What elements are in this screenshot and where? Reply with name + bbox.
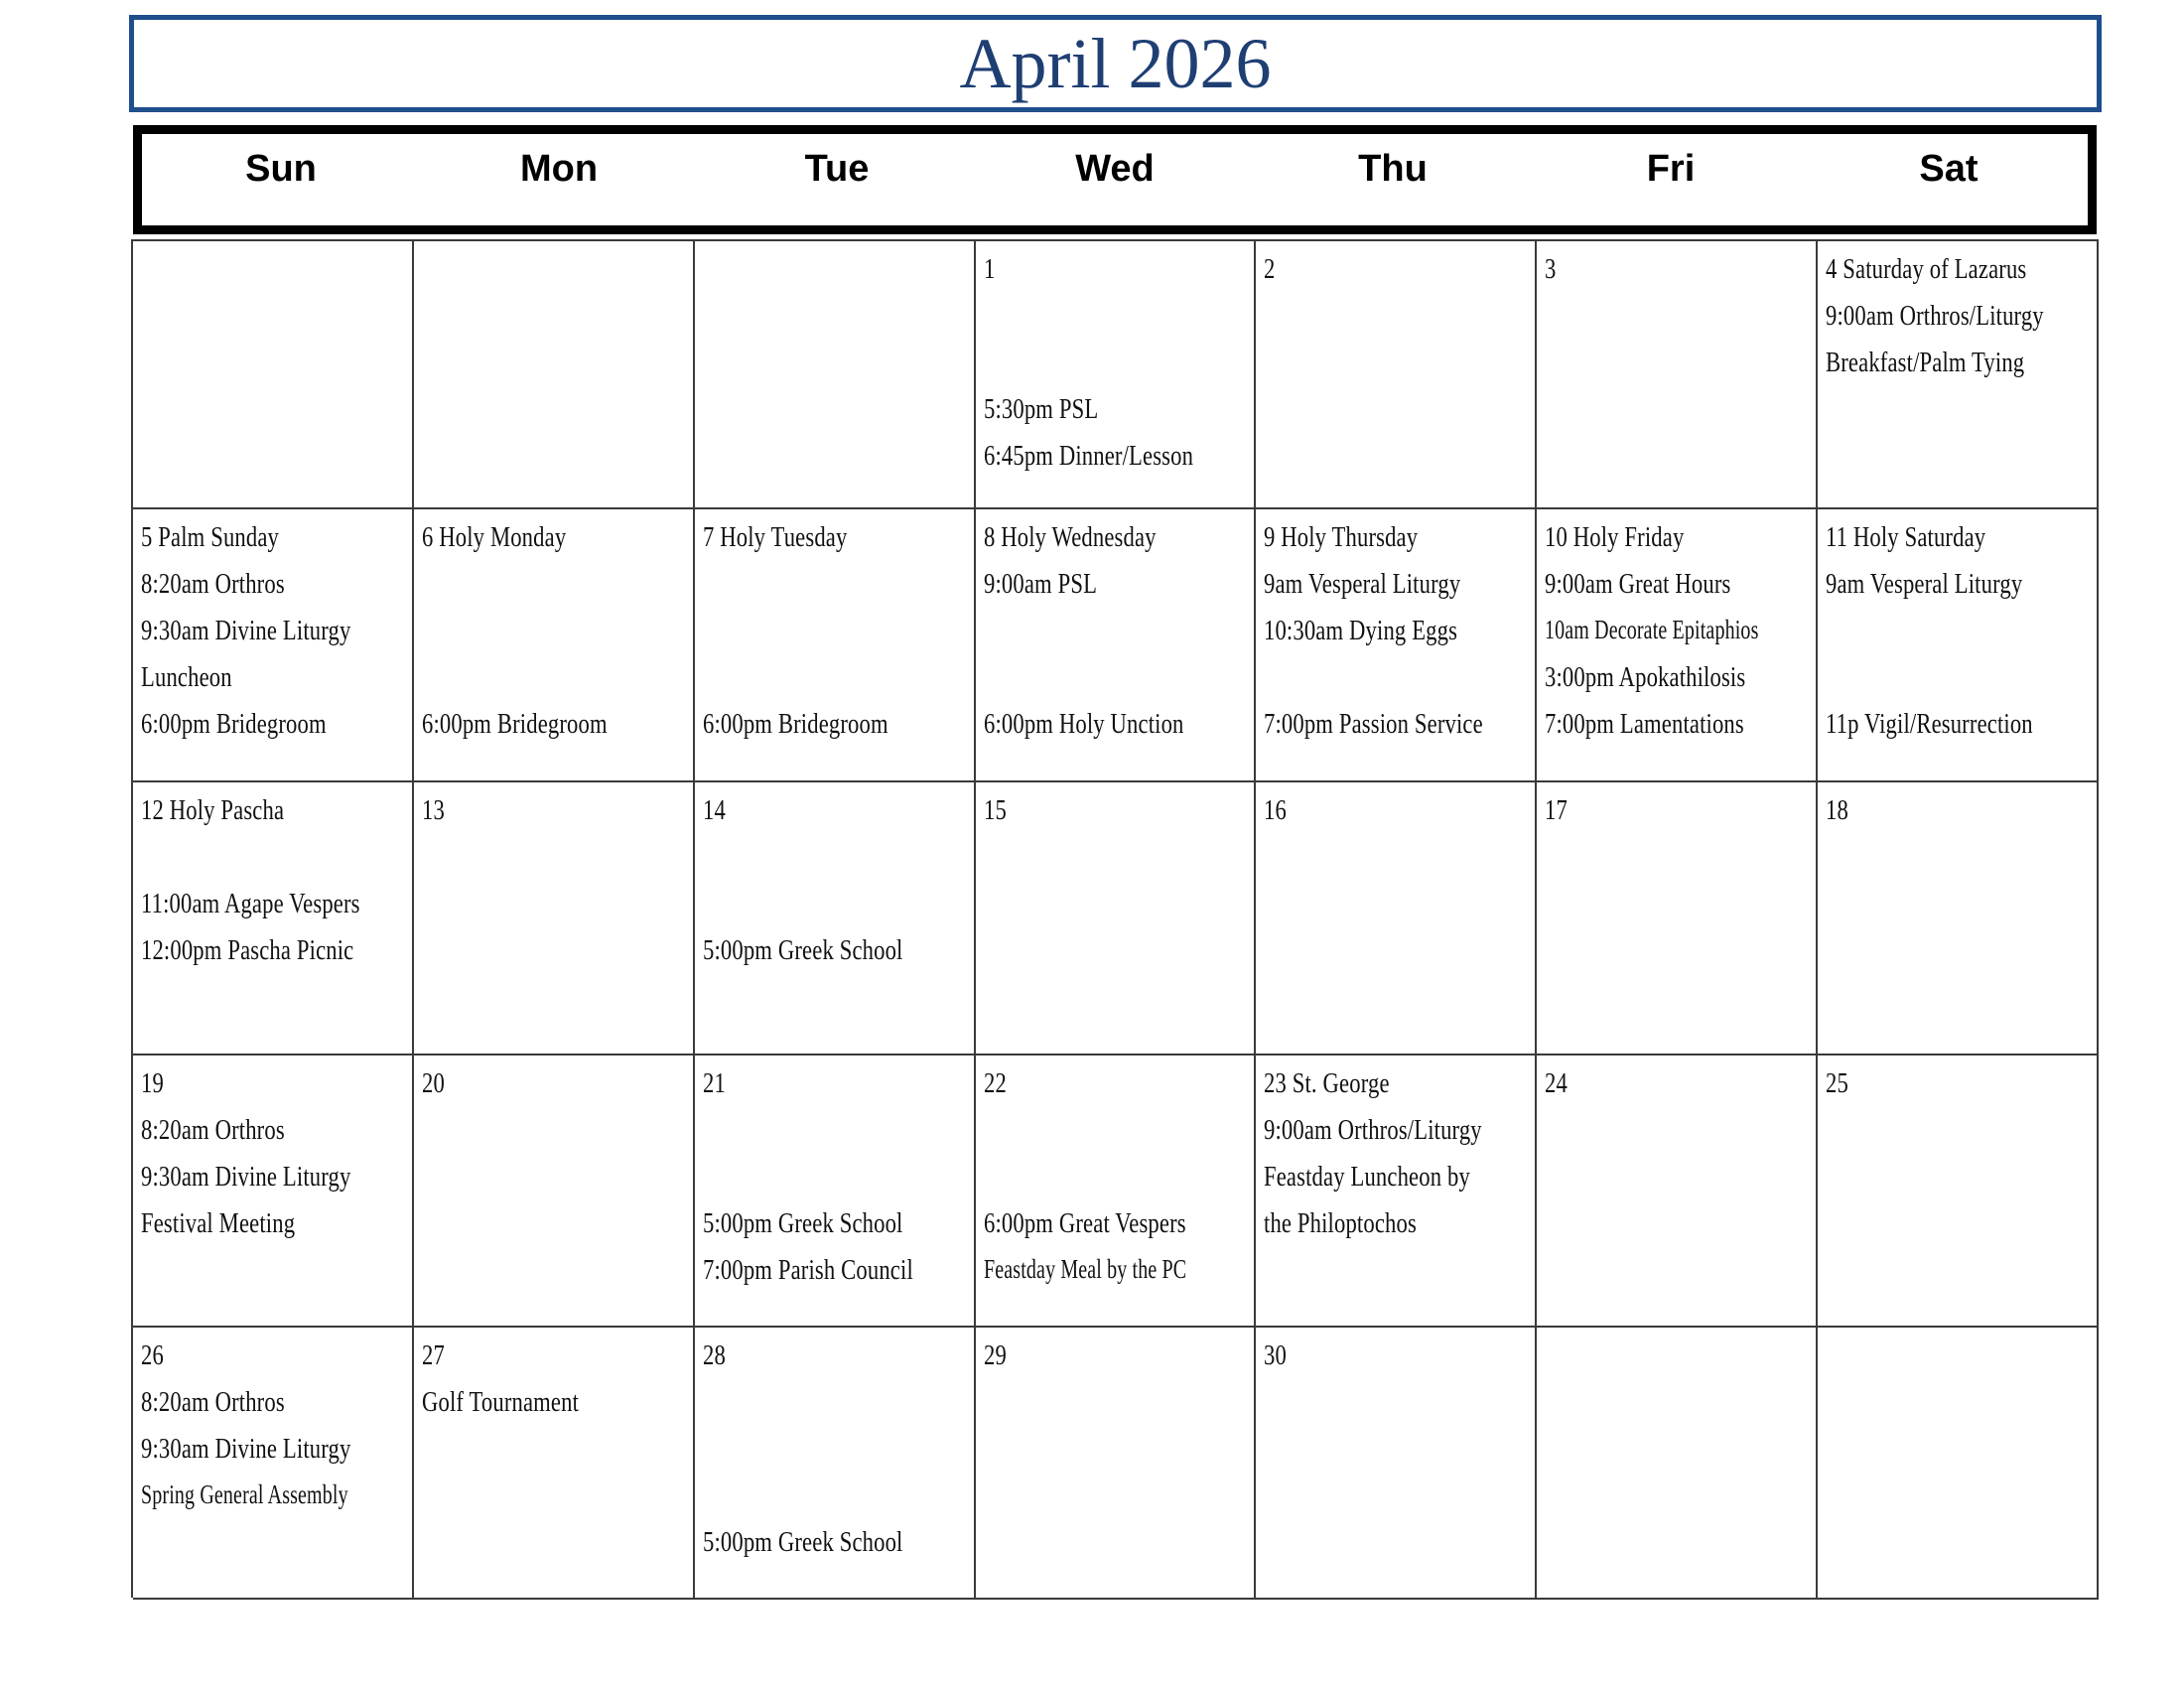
event-text: 9am Vesperal Liturgy [1826,568,2023,600]
day-label: 19 [141,1067,164,1099]
day-cell[interactable] [133,509,414,782]
day-cell[interactable] [1818,241,2099,509]
event-text: 7:00pm Lamentations [1545,708,1745,740]
day-label: 12 Holy Pascha [141,794,285,826]
day-cell[interactable] [1256,1328,1537,1600]
day-label: 6 Holy Monday [421,521,567,553]
event-text: 9:30am Divine Liturgy [141,1161,351,1193]
day-cell[interactable] [695,1328,976,1600]
event-text: 9:00am Great Hours [1545,568,1731,600]
event-text: 5:00pm Greek School [702,1207,903,1239]
day-label: 18 [1826,794,1849,826]
day-label: 20 [421,1067,445,1099]
day-cell[interactable] [414,509,695,782]
day-label: 15 [983,794,1007,826]
day-label: 11 Holy Saturday [1826,521,1986,553]
day-label: 1 [983,253,996,285]
event-text: 3:00pm Apokathilosis [1545,661,1746,693]
event-text: Festival Meeting [141,1207,296,1239]
event-text: Feastday Meal by the PC [983,1254,1186,1284]
event-text: 8:20am Orthros [141,1114,285,1146]
day-cell[interactable] [1537,509,1818,782]
day-label: 27 [421,1339,445,1371]
weekday-fri: Fri [1646,148,1696,190]
day-label: 21 [702,1067,726,1099]
event-text: 5:00pm Greek School [702,1526,903,1558]
day-cell[interactable] [1256,241,1537,509]
day-label: 17 [1545,794,1569,826]
event-text: 9am Vesperal Liturgy [1264,568,1461,600]
weekday-tue: Tue [804,148,870,190]
day-label: 4 Saturday of Lazarus [1826,253,2027,285]
day-label: 30 [1264,1339,1288,1371]
day-cell[interactable] [976,509,1257,782]
day-cell[interactable] [1256,782,1537,1055]
day-cell[interactable] [1818,1055,2099,1328]
event-text: Spring General Assembly [141,1479,348,1509]
day-label: 24 [1545,1067,1569,1099]
day-label: 16 [1264,794,1288,826]
day-cell[interactable] [414,1055,695,1328]
calendar-title-box [129,15,2102,112]
event-text: 11p Vigil/Resurrection [1826,708,2033,740]
day-label: 9 Holy Thursday [1264,521,1419,553]
day-cell[interactable] [1537,1055,1818,1328]
day-cell[interactable] [1537,241,1818,509]
event-text: Breakfast/Palm Tying [1826,347,2025,378]
day-cell[interactable] [976,782,1257,1055]
day-label: 23 St. George [1264,1067,1391,1099]
day-cell[interactable] [1537,782,1818,1055]
event-text: 6:45pm Dinner/Lesson [983,440,1193,472]
day-label: 8 Holy Wednesday [983,521,1157,553]
event-text: 8:20am Orthros [141,1386,285,1418]
weekday-sun: Sun [245,148,317,190]
calendar-grid [131,239,2099,1598]
day-cell[interactable] [133,1055,414,1328]
event-text: 5:00pm Greek School [702,934,903,966]
event-text: 5:30pm PSL [983,393,1098,425]
event-text: the Philoptochos [1264,1207,1418,1239]
day-cell[interactable] [414,1328,695,1600]
day-cell[interactable] [1537,1328,1818,1600]
event-text: 7:00pm Parish Council [702,1254,913,1286]
calendar-title: April 2026 [959,24,1272,103]
day-cell[interactable] [976,1328,1257,1600]
weekday-thu: Thu [1358,148,1428,190]
event-text: 6:00pm Bridegroom [702,708,888,740]
event-text: 10:30am Dying Eggs [1264,615,1458,646]
day-label: 22 [983,1067,1007,1099]
day-label: 25 [1826,1067,1849,1099]
day-cell[interactable] [133,241,414,509]
weekday-wed: Wed [1075,148,1155,190]
event-text: 6:00pm Holy Unction [983,708,1184,740]
event-text: 6:00pm Bridegroom [141,708,327,740]
day-cell[interactable] [1256,1055,1537,1328]
weekday-sat: Sat [1919,148,1979,190]
event-text: 6:00pm Great Vespers [983,1207,1186,1239]
event-text: 12:00pm Pascha Picnic [141,934,354,966]
event-text: 9:30am Divine Liturgy [141,1433,351,1465]
day-label: 13 [421,794,445,826]
weekday-header [133,125,2097,234]
day-cell[interactable] [1818,1328,2099,1600]
day-cell[interactable] [414,241,695,509]
day-label: 10 Holy Friday [1545,521,1685,553]
day-cell[interactable] [695,782,976,1055]
day-cell[interactable] [976,1055,1257,1328]
day-label: 7 Holy Tuesday [702,521,848,553]
event-text: 6:00pm Bridegroom [421,708,608,740]
day-cell[interactable] [133,782,414,1055]
event-text: 9:30am Divine Liturgy [141,615,351,646]
day-cell[interactable] [976,241,1257,509]
event-text: 11:00am Agape Vespers [141,888,360,919]
event-text: Feastday Luncheon by [1264,1161,1471,1193]
day-label: 2 [1264,253,1276,285]
day-label: 14 [702,794,726,826]
day-label: 28 [702,1339,726,1371]
day-cell[interactable] [133,1328,414,1600]
day-cell[interactable] [1818,782,2099,1055]
event-text: 10am Decorate Epitaphios [1545,615,1759,644]
day-cell[interactable] [695,1055,976,1328]
event-text: Golf Tournament [421,1386,579,1418]
day-cell[interactable] [695,509,976,782]
day-cell[interactable] [1256,509,1537,782]
day-label: 26 [141,1339,164,1371]
event-text: 9:00am PSL [983,568,1097,600]
day-label: 5 Palm Sunday [141,521,280,553]
event-text: 8:20am Orthros [141,568,285,600]
event-text: Luncheon [141,661,232,693]
event-text: 9:00am Orthros/Liturgy [1264,1114,1483,1146]
day-label: 3 [1545,253,1557,285]
event-text: 7:00pm Passion Service [1264,708,1484,740]
event-text: 9:00am Orthros/Liturgy [1826,300,2044,332]
day-cell[interactable] [414,782,695,1055]
day-cell[interactable] [695,241,976,509]
day-cell[interactable] [1818,509,2099,782]
weekday-mon: Mon [519,148,599,190]
day-label: 29 [983,1339,1007,1371]
